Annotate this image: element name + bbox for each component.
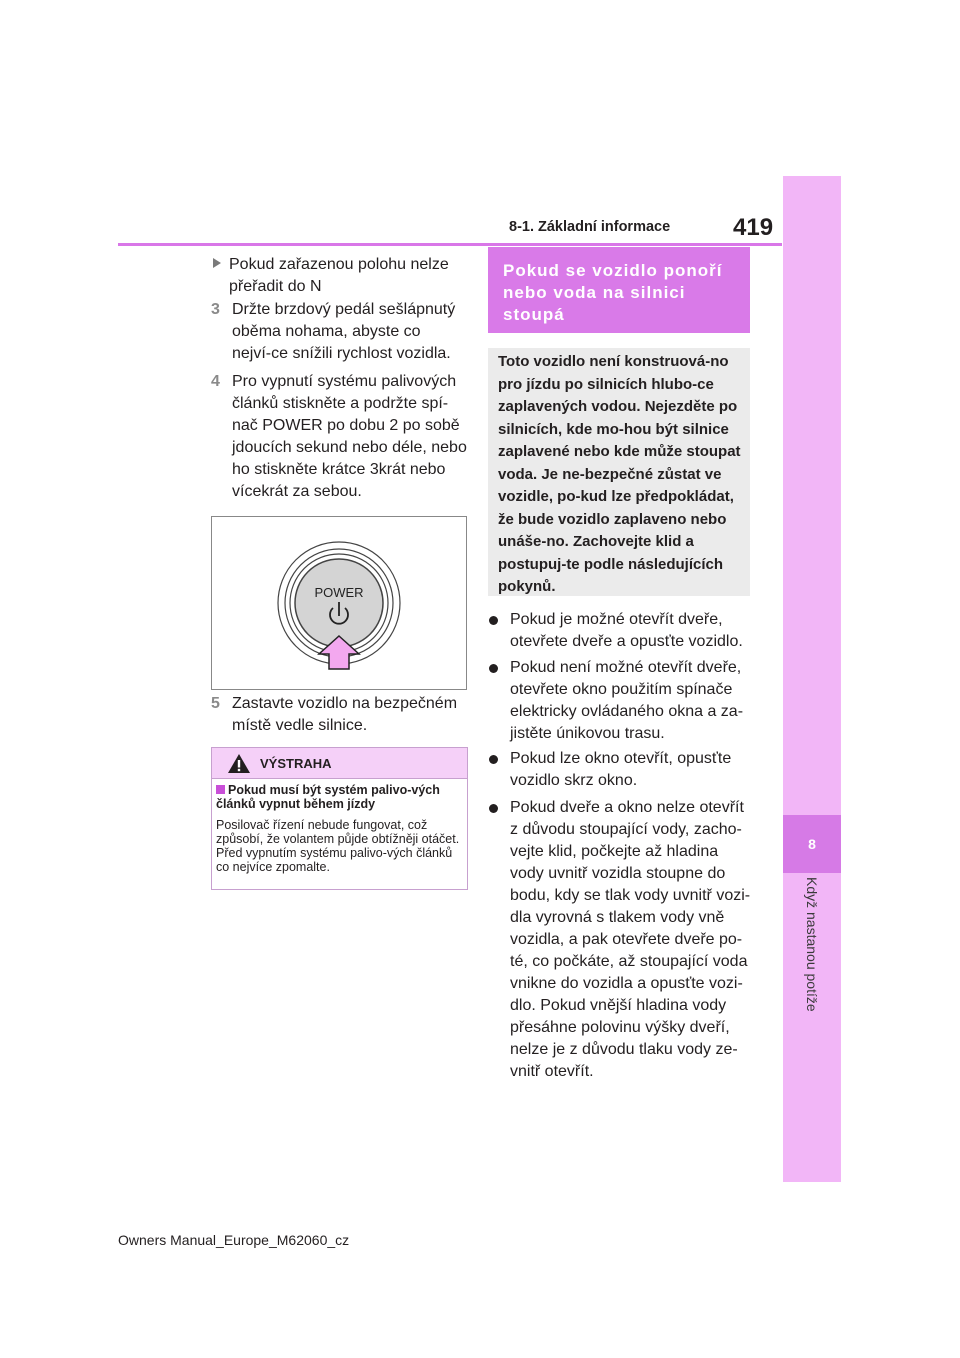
power-label: POWER [314, 585, 364, 600]
chapter-title-vertical [783, 877, 841, 1047]
bullet-dot-icon [489, 664, 498, 673]
bullet-sub-item-text: Pokud zařazenou polohu nelze přeřadit do N [229, 256, 449, 295]
list-item-text: Pokud lze okno otevřít, opusťte vozidlo skrz okno. [510, 750, 732, 789]
list-item [489, 748, 751, 792]
list-item-text: Pokud je možné otevřít dveře, otevřete dveře a opusťte vozidlo. [510, 611, 743, 650]
step-4 [211, 371, 467, 503]
notice-text: Toto vozidlo není konstruová-no pro jízdu po silnicích hlubo-ce zaplavených vodou. Nejezděte po silnicích, kde mo-hou být silnice zaplavené nebo kde může stoupat voda. Je ne-bezpečné zůstat ve vozidle, po-kud lze předpokládat, že bude vozidlo zaplaveno nebo unáše-no. Zachovejte klid a postupuj-te podle následujících pokynů. [498, 353, 741, 595]
subsection-heading-box [488, 247, 750, 333]
bullet-dot-icon [489, 755, 498, 764]
bullet-dot-icon [489, 616, 498, 625]
chapter-title-text: Když nastanou potíže [804, 877, 820, 1012]
step-3 [211, 299, 463, 365]
chapter-number-badge: 8 [783, 815, 841, 873]
power-button-figure [211, 516, 467, 690]
step-number: 5 [211, 695, 220, 712]
square-bullet-icon [216, 785, 225, 794]
header-rule [118, 243, 782, 246]
step-text: Pro vypnutí systému palivových článků stiskněte a podržte spí-nač POWER po dobu 2 po sobě jdoucích sekund nebo déle, nebo ho stiskněte krátce 3krát nebo vícekrát za sebou. [232, 373, 467, 500]
list-item [489, 609, 751, 653]
power-button-illustration [212, 517, 466, 689]
step-number: 4 [211, 373, 220, 390]
warning-header [212, 748, 467, 779]
warning-subtitle [216, 783, 461, 811]
page-number: 419 [733, 214, 774, 241]
step-text: Držte brzdový pedál sešlápnutý oběma nohama, abyste co nejví-ce snížili rychlost vozidla. [232, 301, 456, 362]
section-title: 8-1. Základní informace [509, 219, 671, 235]
notice-box [488, 348, 750, 596]
list-item [489, 657, 751, 745]
footer-text: Owners Manual_Europe_M62060_cz [118, 1232, 350, 1248]
warning-subtitle-text: Pokud musí být systém palivo-vých článků vypnut během jízdy [216, 783, 440, 811]
warning-triangle-icon [227, 753, 251, 774]
warning-title: VÝSTRAHA [260, 756, 332, 771]
step-5 [211, 693, 463, 737]
warning-box [211, 747, 468, 890]
step-number: 3 [211, 301, 220, 318]
triangle-bullet-icon [213, 258, 221, 268]
warning-body: Posilovač řízení nebude fungovat, což způsobí, že volantem půjde obtížněji otáčet. Před vypnutím systému palivo-vých článků co nejvíce zpomalte. [216, 818, 460, 874]
list-item-text: Pokud není možné otevřít dveře, otevřete okno použitím spínače elektricky ovládaného okna a za-jistěte únikovou trasu. [510, 659, 744, 742]
list-item [489, 797, 751, 1083]
subsection-heading: Pokud se vozidlo ponoří nebo voda na silnici stoupá [503, 261, 723, 324]
list-item-text: Pokud dveře a okno nelze otevřít z důvodu stoupající vody, zacho-vejte klid, počkejte až hladina vody uvnitř vozidla stoupne do bodu, kdy se tlak vody uvnitř vozi-dla vyrovná s tlakem vody vně vozidla, a pak otevřete dveře po-té, co počkáte, až stoupající voda vnikne do vozidla a opusťte vozi-dlo. Pokud vnější hladina vody přesáhne polovinu výšky dveří, nelze je z důvodu tlaku vody ze-vnitř otevřít. [510, 799, 751, 1080]
bullet-sub-item [213, 254, 479, 298]
bullet-dot-icon [489, 804, 498, 813]
step-text: Zastavte vozidlo na bezpečném místě vedle silnice. [232, 695, 458, 734]
